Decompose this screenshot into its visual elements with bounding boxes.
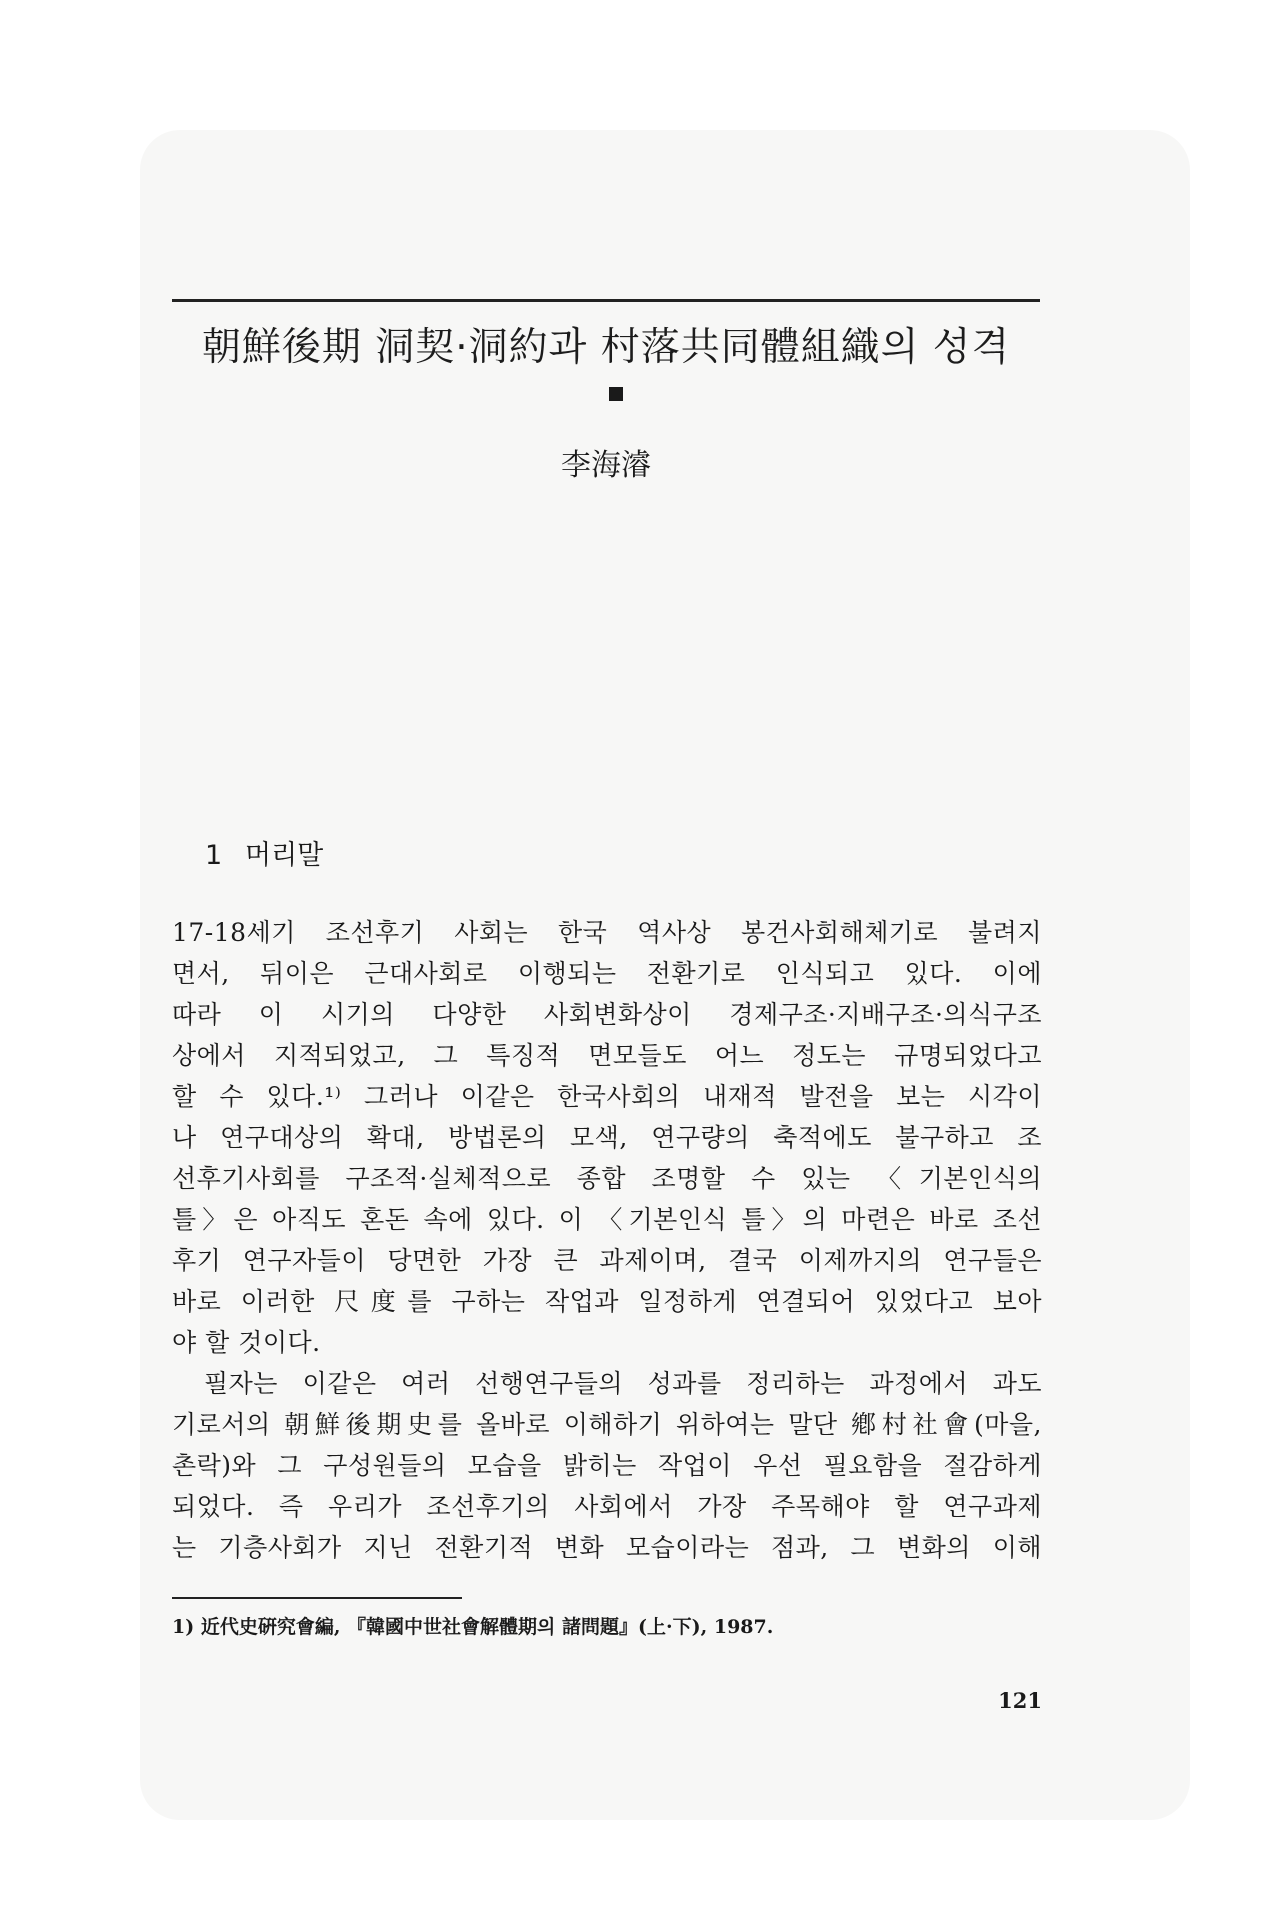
text-line: 상에서 지적되었고, 그 특징적 면모들도 어느 정도는 규명되었다고 — [172, 1041, 1042, 1070]
title-rule — [172, 299, 1040, 302]
text-line: 따라 이 시기의 다양한 사회변화상이 경제구조·지배구조·의식구조 — [172, 1000, 1042, 1029]
text-line: 나 연구대상의 확대, 방법론의 모색, 연구량의 축적에도 불구하고 조 — [172, 1123, 1042, 1152]
square-ornament — [609, 387, 623, 401]
text-line: 17-18세기 조선후기 사회는 한국 역사상 봉건사회해체기로 불려지 — [172, 918, 1042, 947]
text-line: 촌락)와 그 구성원들의 모습을 밝히는 작업이 우선 필요함을 절감하게 — [172, 1451, 1042, 1480]
text-line: 되었다. 즉 우리가 조선후기의 사회에서 가장 주목해야 할 연구과제 — [172, 1492, 1042, 1521]
text-line: 틀〉은 아직도 혼돈 속에 있다. 이 〈기본인식 틀〉의 마련은 바로 조선 — [172, 1205, 1042, 1234]
text-line: 기로서의 朝鮮後期史를 올바로 이해하기 위하여는 말단 鄕村社會(마을, — [172, 1410, 1042, 1439]
article-author: 李海濬 — [561, 448, 651, 483]
text-line: 바로 이러한 尺度를 구하는 작업과 일정하게 연결되어 있었다고 보아 — [172, 1287, 1042, 1316]
article-title: 朝鮮後期 洞契·洞約과 村落共同體組織의 성격 — [201, 325, 1011, 370]
page-number: 121 — [998, 1688, 1042, 1713]
section-title: 머리말 — [245, 840, 324, 871]
text-line: 선후기사회를 구조적·실체적으로 종합 조명할 수 있는 〈기본인식의 — [172, 1164, 1042, 1193]
text-line: 필자는 이같은 여러 선행연구들의 성과를 정리하는 과정에서 과도 — [204, 1369, 1042, 1398]
paragraph-1 — [172, 912, 1042, 1363]
text-line: 할 수 있다.¹⁾ 그러나 이같은 한국사회의 내재적 발전을 보는 시각이 — [172, 1082, 1042, 1111]
footnote: 1) 近代史硏究會編, 『韓國中世社會解體期의 諸問題』(上·下), 1987. — [172, 1616, 774, 1638]
footnote-rule — [172, 1597, 462, 1599]
text-line: 면서, 뒤이은 근대사회로 이행되는 전환기로 인식되고 있다. 이에 — [172, 959, 1042, 988]
text-line: 후기 연구자들이 당면한 가장 큰 과제이며, 결국 이제까지의 연구들은 — [172, 1246, 1042, 1275]
body-text — [172, 912, 1042, 1568]
text-line: 는 기층사회가 지닌 전환기적 변화 모습이라는 점과, 그 변화의 이해 — [172, 1533, 1042, 1562]
section-heading — [205, 833, 323, 872]
paragraph-2 — [172, 1363, 1042, 1568]
section-number: 1 — [205, 840, 223, 871]
text-line: 야 할 것이다. — [172, 1328, 321, 1357]
